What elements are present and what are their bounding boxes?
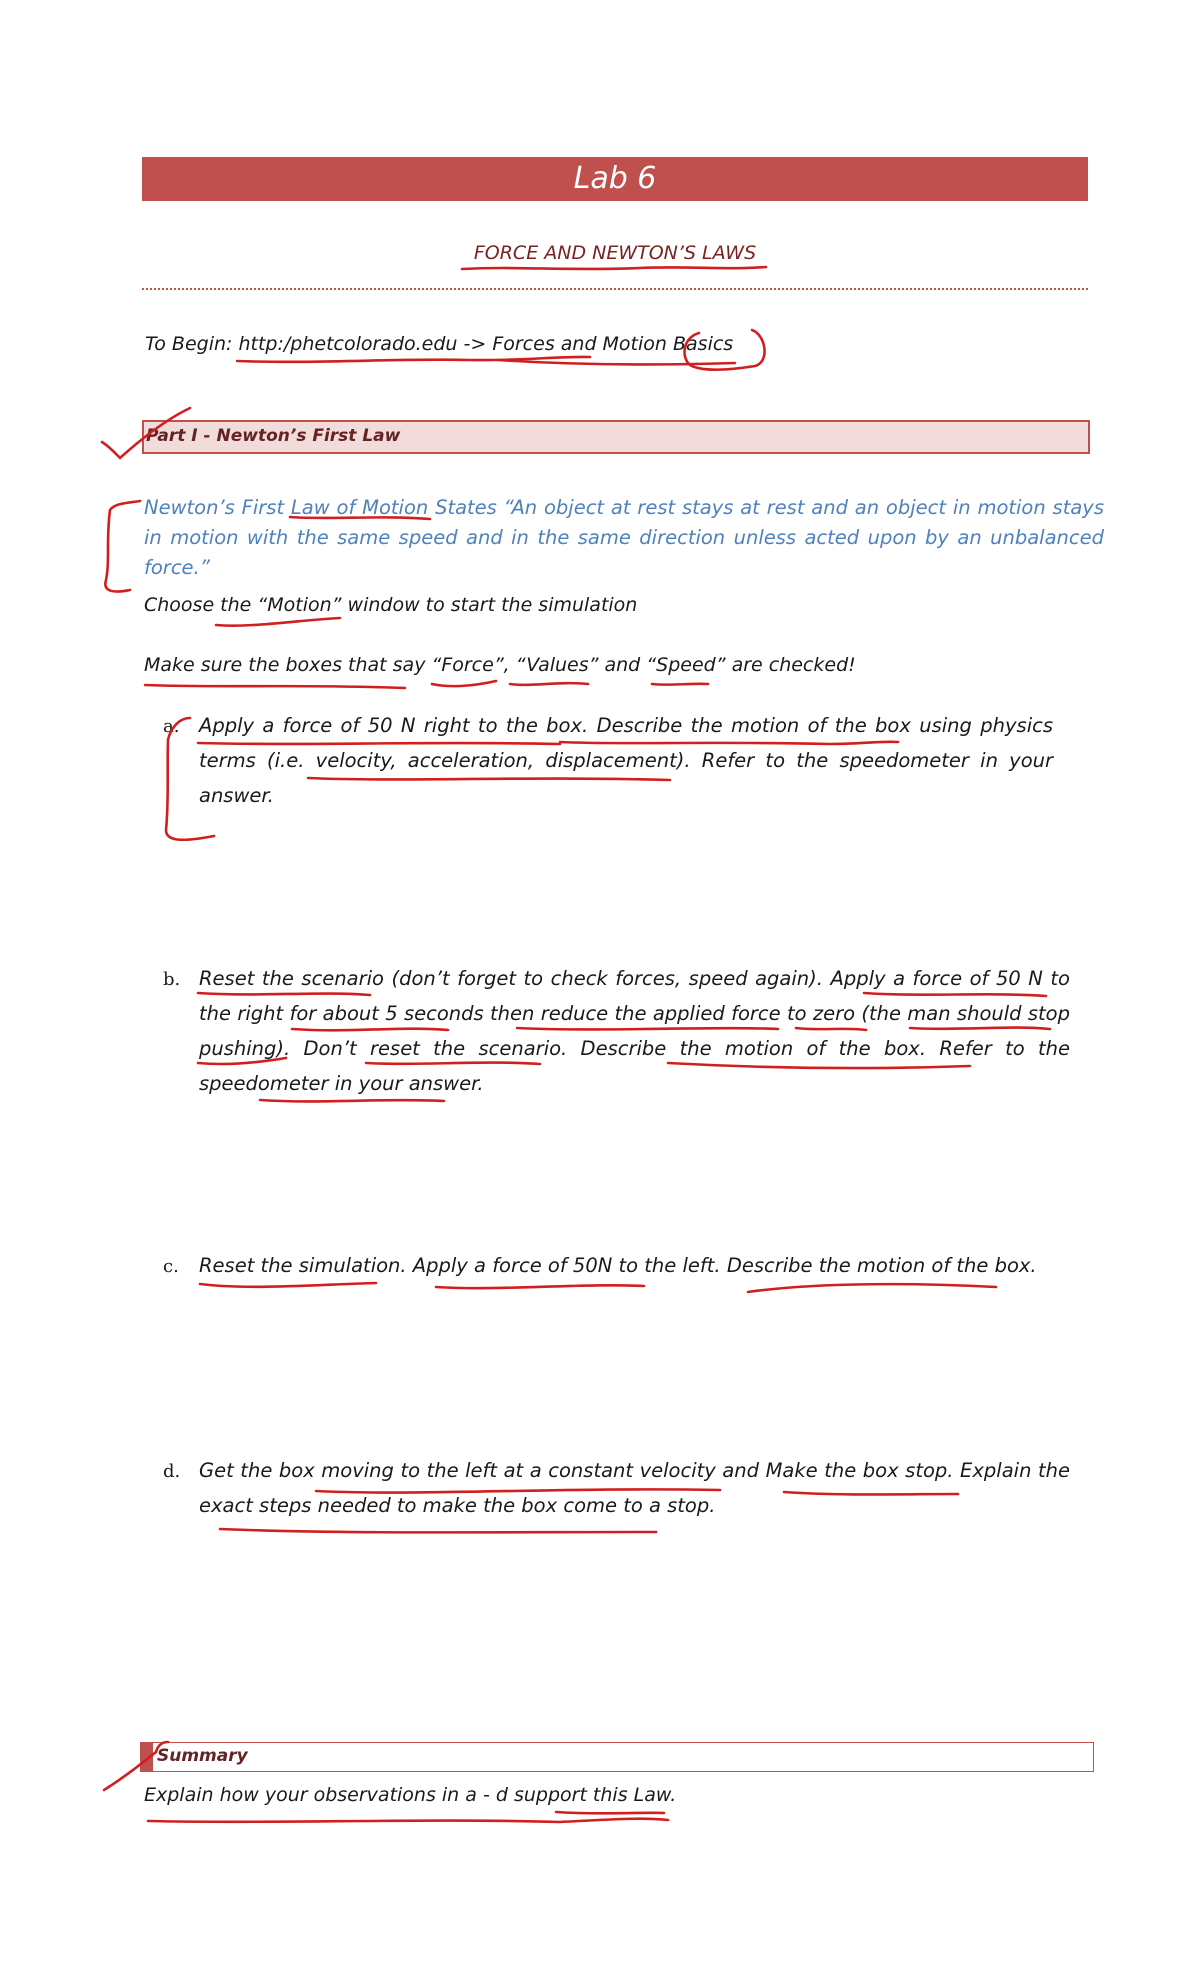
divider bbox=[142, 288, 1088, 290]
question-d: Get the box moving to the left at a constant velocity and Make the box stop. Explain the exact steps needed to make the box come to a stop. bbox=[199, 1459, 1070, 1517]
ink-underline-begin-url bbox=[237, 357, 590, 362]
item-marker-d: d. bbox=[163, 1461, 181, 1482]
ink-underline-force bbox=[432, 681, 496, 686]
instruction-motion-window: Choose the “Motion” window to start the simulation bbox=[144, 594, 638, 616]
question-a: Apply a force of 50 N right to the box. Describe the motion of the box using physics terms (i.e. velocity, acceleration, displacement). Refer to the speedometer in your answer. bbox=[199, 714, 1053, 807]
ink-underline-c1 bbox=[200, 1283, 376, 1287]
ink-underline-summary-2 bbox=[556, 1812, 664, 1813]
page-title: Lab 6 bbox=[142, 157, 1088, 201]
summary-prompt: Explain how your observations in a - d support this Law. bbox=[144, 1784, 677, 1806]
ink-underline-values bbox=[510, 683, 588, 685]
ink-underline-boxes bbox=[145, 685, 405, 688]
ink-underline-c2 bbox=[436, 1285, 644, 1288]
ink-underline-d3 bbox=[220, 1529, 656, 1532]
summary-title: Summary bbox=[157, 1746, 248, 1766]
ink-bracket-quote bbox=[105, 501, 140, 592]
instruction-checkboxes: Make sure the boxes that say “Force”, “Values” and “Speed” are checked! bbox=[144, 654, 856, 676]
ink-underline-begin-forces bbox=[498, 360, 735, 364]
law-quote: Newton’s First Law of Motion States “An object at rest stays at rest and an object in motion stays in motion with the same speed and in the same direction unless acted upon by an unbalanced force.” bbox=[144, 496, 1104, 579]
item-marker-b: b. bbox=[163, 969, 181, 990]
item-marker-a: a. bbox=[163, 716, 180, 737]
section-header-summary bbox=[140, 1742, 1094, 1772]
ink-underline-summary bbox=[148, 1819, 668, 1822]
item-marker-c: c. bbox=[163, 1256, 179, 1277]
question-c: Reset the simulation. Apply a force of 50N to the left. Describe the motion of the box. bbox=[199, 1254, 1037, 1277]
ink-underline-c3 bbox=[748, 1284, 996, 1292]
page-subtitle: FORCE AND NEWTON’S LAWS bbox=[473, 242, 757, 264]
question-b: Reset the scenario (don’t forget to check forces, speed again). Apply a force of 50 N to the right for about 5 seconds then reduce the applied force to zero (the man should stop pushing). Don’t reset the scenario. Describe the motion of the box. Refer to the speedometer in your answer. bbox=[199, 967, 1070, 1095]
ink-underline-speed bbox=[652, 684, 708, 685]
begin-instruction: To Begin: http:/phetcolorado.edu -> Forces and Motion Basics bbox=[145, 333, 734, 355]
ink-underline-motion bbox=[216, 618, 340, 626]
summary-accent-bar bbox=[141, 1743, 153, 1771]
ink-underline-subtitle bbox=[462, 267, 766, 269]
section-header-part1 bbox=[142, 420, 1090, 454]
section-title: Part I - Newton’s First Law bbox=[146, 426, 401, 446]
